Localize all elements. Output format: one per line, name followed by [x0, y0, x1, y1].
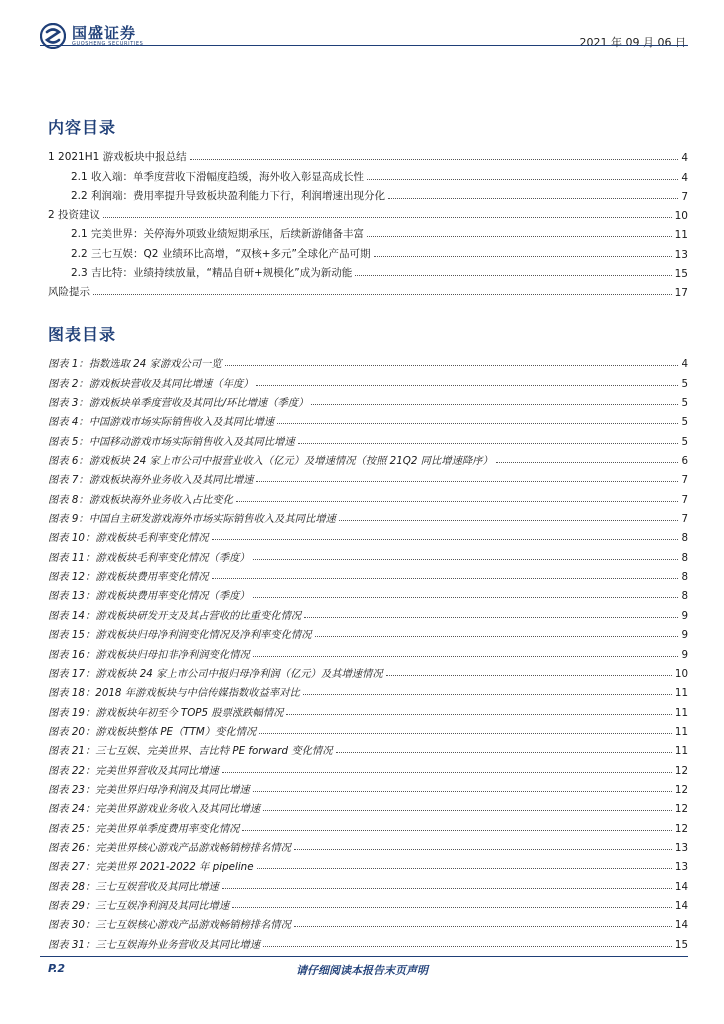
- leader-dots: [303, 694, 672, 695]
- toc-entry-label: 风险提示: [48, 286, 90, 299]
- leader-dots: [242, 830, 671, 831]
- figure-entry-label: 图表 24：完美世界游戏业务收入及其同比增速: [48, 803, 261, 816]
- toc-entry-label: 2.2 利润端：费用率提升导致板块盈利能力下行，利润增速出现分化: [71, 189, 386, 202]
- leader-dots: [93, 294, 672, 295]
- figure-entry-page: 8: [681, 571, 688, 584]
- figure-entry-label: 图表 9：中国自主研发游戏海外市场实际销售收入及其同比增速: [48, 513, 336, 526]
- figure-entry-label: 图表 17：游戏板块 24 家上市公司中报归母净利润（亿元）及其增速情况: [48, 667, 383, 680]
- figure-entry-page: 9: [681, 629, 688, 642]
- leader-dots: [367, 179, 678, 180]
- figure-entry-page: 6: [681, 455, 688, 468]
- figure-entry[interactable]: [48, 564, 688, 583]
- figure-entry[interactable]: [48, 602, 688, 621]
- toc-entry[interactable]: [48, 241, 688, 260]
- figure-entry-page: 13: [674, 861, 688, 874]
- figure-entry-page: 9: [681, 609, 688, 622]
- figure-entry-label: 图表 7：游戏板块海外业务收入及其同比增速: [48, 474, 254, 487]
- figure-entry-label: 图表 6：游戏板块 24 家上市公司中报营业收入（亿元）及增速情况（按照 21Q2 同比增速降序）: [48, 455, 493, 468]
- leader-dots: [190, 159, 679, 160]
- leader-dots: [222, 888, 672, 889]
- figure-entry-label: 图表 28：三七互娱营收及其同比增速: [48, 880, 219, 893]
- figure-entry-label: 图表 15：游戏板块归母净利润变化情况及净利率变化情况: [48, 629, 312, 642]
- figure-entry[interactable]: [48, 467, 688, 486]
- figure-entry[interactable]: [48, 854, 688, 873]
- leader-dots: [253, 656, 679, 657]
- figure-entry-label: 图表 25：完美世界单季度费用率变化情况: [48, 822, 240, 835]
- toc-entry-page: 4: [681, 152, 688, 165]
- figure-entry[interactable]: [48, 583, 688, 602]
- leader-dots: [225, 365, 679, 366]
- figure-entry-label: 图表 1：指数选取 24 家游戏公司一览: [48, 358, 222, 371]
- leader-dots: [256, 385, 678, 386]
- leader-dots: [388, 198, 678, 199]
- figure-entry-page: 5: [681, 397, 688, 410]
- figure-entry-label: 图表 2：游戏板块营收及其同比增速（年度）: [48, 377, 254, 390]
- figure-entry[interactable]: [48, 428, 688, 447]
- figure-entry-page: 7: [681, 474, 688, 487]
- leader-dots: [232, 907, 672, 908]
- brand-name-en: GUOSHENG SECURITIES: [72, 40, 144, 47]
- figure-entry-page: 11: [674, 725, 688, 738]
- leader-dots: [304, 617, 678, 618]
- leader-dots: [103, 217, 672, 218]
- figure-entry-page: 12: [674, 822, 688, 835]
- leader-dots: [336, 752, 672, 753]
- figure-entry-label: 图表 18：2018 年游戏板块与中信传媒指数收益率对比: [48, 687, 300, 700]
- figure-entry-label: 图表 26：完美世界核心游戏产品游戏畅销榜排名情况: [48, 841, 291, 854]
- toc-entry[interactable]: [48, 280, 688, 299]
- figure-entry-page: 10: [674, 667, 688, 680]
- figure-entry-label: 图表 12：游戏板块费用率变化情况: [48, 571, 209, 584]
- figure-entry[interactable]: [48, 815, 688, 834]
- figure-entry[interactable]: [48, 409, 688, 428]
- toc-entry-page: 13: [674, 248, 688, 261]
- figure-entry-label: 图表 16：游戏板块归母扣非净利润变化情况: [48, 648, 250, 661]
- leader-dots: [496, 462, 679, 463]
- leader-dots: [253, 791, 672, 792]
- figure-entry[interactable]: [48, 486, 688, 505]
- figure-entry[interactable]: [48, 544, 688, 563]
- figure-entry[interactable]: [48, 931, 688, 950]
- figure-entry-page: 12: [674, 803, 688, 816]
- figure-entry[interactable]: [48, 448, 688, 467]
- toc-entry[interactable]: [48, 184, 688, 203]
- figure-entry-page: 8: [681, 551, 688, 564]
- figure-entry[interactable]: [48, 777, 688, 796]
- figure-entry-label: 图表 22：完美世界营收及其同比增速: [48, 764, 219, 777]
- figure-entry-page: 11: [674, 745, 688, 758]
- figure-entry[interactable]: [48, 506, 688, 525]
- figure-entry[interactable]: [48, 738, 688, 757]
- toc-entry[interactable]: [48, 261, 688, 280]
- leader-dots: [263, 946, 672, 947]
- figure-entry-label: 图表 19：游戏板块年初至今 TOP5 股票涨跌幅情况: [48, 706, 284, 719]
- figures-title: 图表目录: [48, 325, 117, 344]
- figure-entry-page: 13: [674, 841, 688, 854]
- toc-entry-page: 15: [674, 268, 688, 281]
- figure-entry-page: 7: [681, 513, 688, 526]
- leader-dots: [339, 520, 679, 521]
- figure-entry[interactable]: [48, 622, 688, 641]
- figure-entry[interactable]: [48, 641, 688, 660]
- figure-entry-label: 图表 30：三七互娱核心游戏产品游戏畅销榜排名情况: [48, 919, 291, 932]
- figure-entry-page: 11: [674, 706, 688, 719]
- figure-entry[interactable]: [48, 719, 688, 738]
- figure-entry-label: 图表 31：三七互娱海外业务营收及其同比增速: [48, 938, 261, 951]
- leader-dots: [294, 926, 672, 927]
- toc-list: [48, 145, 688, 299]
- leader-dots: [257, 868, 672, 869]
- figure-entry-label: 图表 20：游戏板块整体 PE（TTM）变化情况: [48, 725, 257, 738]
- figure-entry-label: 图表 29：三七互娱净利润及其同比增速: [48, 899, 230, 912]
- figure-entry-label: 图表 5：中国移动游戏市场实际销售收入及其同比增速: [48, 435, 295, 448]
- toc-entry[interactable]: [48, 203, 688, 222]
- figure-entry-page: 5: [681, 416, 688, 429]
- figure-entry-page: 8: [681, 590, 688, 603]
- header-divider: [40, 45, 688, 46]
- leader-dots: [367, 236, 672, 237]
- figure-entry-page: 7: [681, 493, 688, 506]
- figure-entry-label: 图表 13：游戏板块费用率变化情况（季度）: [48, 590, 250, 603]
- figure-entry[interactable]: [48, 699, 688, 718]
- figure-entry-label: 图表 4：中国游戏市场实际销售收入及其同比增速: [48, 416, 275, 429]
- figure-entry-page: 11: [674, 687, 688, 700]
- figure-entry[interactable]: [48, 390, 688, 409]
- toc-entry-page: 17: [674, 287, 688, 300]
- leader-dots: [253, 597, 679, 598]
- toc-entry-page: 11: [674, 229, 688, 242]
- toc-entry[interactable]: [48, 222, 688, 241]
- footer-divider: [40, 956, 688, 957]
- leader-dots: [311, 404, 678, 405]
- figure-entry[interactable]: [48, 835, 688, 854]
- figure-entry-label: 图表 21：三七互娱、完美世界、吉比特 PE forward 变化情况: [48, 745, 333, 758]
- toc-title: 内容目录: [48, 118, 117, 137]
- brand-name-cn: 国盛证券: [72, 23, 137, 42]
- toc-entry-page: 4: [681, 171, 688, 184]
- figure-entry-label: 图表 23：完美世界归母净利润及其同比增速: [48, 783, 250, 796]
- leader-dots: [286, 714, 671, 715]
- figure-entry[interactable]: [48, 525, 688, 544]
- figure-entry[interactable]: [48, 757, 688, 776]
- figure-entry[interactable]: [48, 796, 688, 815]
- figure-entry-page: 12: [674, 783, 688, 796]
- page-number: P.2: [48, 962, 66, 975]
- figure-entry-page: 14: [674, 899, 688, 912]
- figure-entry-page: 15: [674, 938, 688, 951]
- figure-entry[interactable]: [48, 873, 688, 892]
- toc-entry-page: 10: [674, 210, 688, 223]
- figure-entry[interactable]: [48, 661, 688, 680]
- figure-entry-page: 5: [681, 377, 688, 390]
- leader-dots: [253, 559, 679, 560]
- toc-entry-label: 2.3 吉比特：业绩持续放量，“精品自研+规模化”成为新动能: [71, 267, 353, 280]
- figure-entry[interactable]: [48, 893, 688, 912]
- toc-entry[interactable]: [48, 164, 688, 183]
- toc-entry-page: 7: [681, 190, 688, 203]
- figure-entry[interactable]: [48, 680, 688, 699]
- leader-dots: [298, 443, 679, 444]
- figure-entry-label: 图表 10：游戏板块毛利率变化情况: [48, 532, 209, 545]
- figures-list: [48, 351, 688, 951]
- leader-dots: [259, 733, 672, 734]
- leader-dots: [294, 849, 672, 850]
- figure-entry-label: 图表 14：游戏板块研发开支及其占营收的比重变化情况: [48, 609, 302, 622]
- leader-dots: [212, 539, 679, 540]
- toc-entry-label: 1 2021H1 游戏板块中报总结: [48, 151, 187, 164]
- leader-dots: [212, 578, 679, 579]
- figure-entry-page: 12: [674, 764, 688, 777]
- leader-dots: [236, 501, 679, 502]
- figure-entry[interactable]: [48, 351, 688, 370]
- figure-entry-label: 图表 8：游戏板块海外业务收入占比变化: [48, 493, 233, 506]
- toc-entry[interactable]: [48, 145, 688, 164]
- leader-dots: [277, 423, 678, 424]
- figure-entry-page: 9: [681, 648, 688, 661]
- leader-dots: [263, 810, 672, 811]
- disclaimer-note: 请仔细阅读本报告末页声明: [296, 964, 428, 977]
- leader-dots: [355, 275, 671, 276]
- figure-entry-page: 8: [681, 532, 688, 545]
- report-date: 2021 年 09 月 06 日: [579, 36, 686, 49]
- figure-entry-label: 图表 3：游戏板块单季度营收及其同比/环比增速（季度）: [48, 397, 309, 410]
- figure-entry-page: 5: [681, 435, 688, 448]
- figure-entry[interactable]: [48, 912, 688, 931]
- leader-dots: [222, 772, 672, 773]
- figure-entry-page: 14: [674, 919, 688, 932]
- figure-entry-page: 14: [674, 880, 688, 893]
- figure-entry[interactable]: [48, 370, 688, 389]
- figure-entry-page: 4: [681, 358, 688, 371]
- figure-entry-label: 图表 11：游戏板块毛利率变化情况（季度）: [48, 551, 250, 564]
- figure-entry-label: 图表 27：完美世界 2021-2022 年 pipeline: [48, 861, 254, 874]
- toc-entry-label: 2.1 收入端：单季度营收下滑幅度趋缓，海外收入彰显高成长性: [71, 170, 365, 183]
- leader-dots: [374, 256, 672, 257]
- toc-entry-label: 2.2 三七互娱：Q2 业绩环比高增，“双核+多元”全球化产品可期: [71, 247, 371, 260]
- toc-entry-label: 2.1 完美世界：关停海外项致业绩短期承压，后续新游储备丰富: [71, 228, 365, 241]
- leader-dots: [256, 481, 678, 482]
- toc-entry-label: 2 投资建议: [48, 209, 101, 222]
- leader-dots: [386, 675, 672, 676]
- leader-dots: [315, 636, 679, 637]
